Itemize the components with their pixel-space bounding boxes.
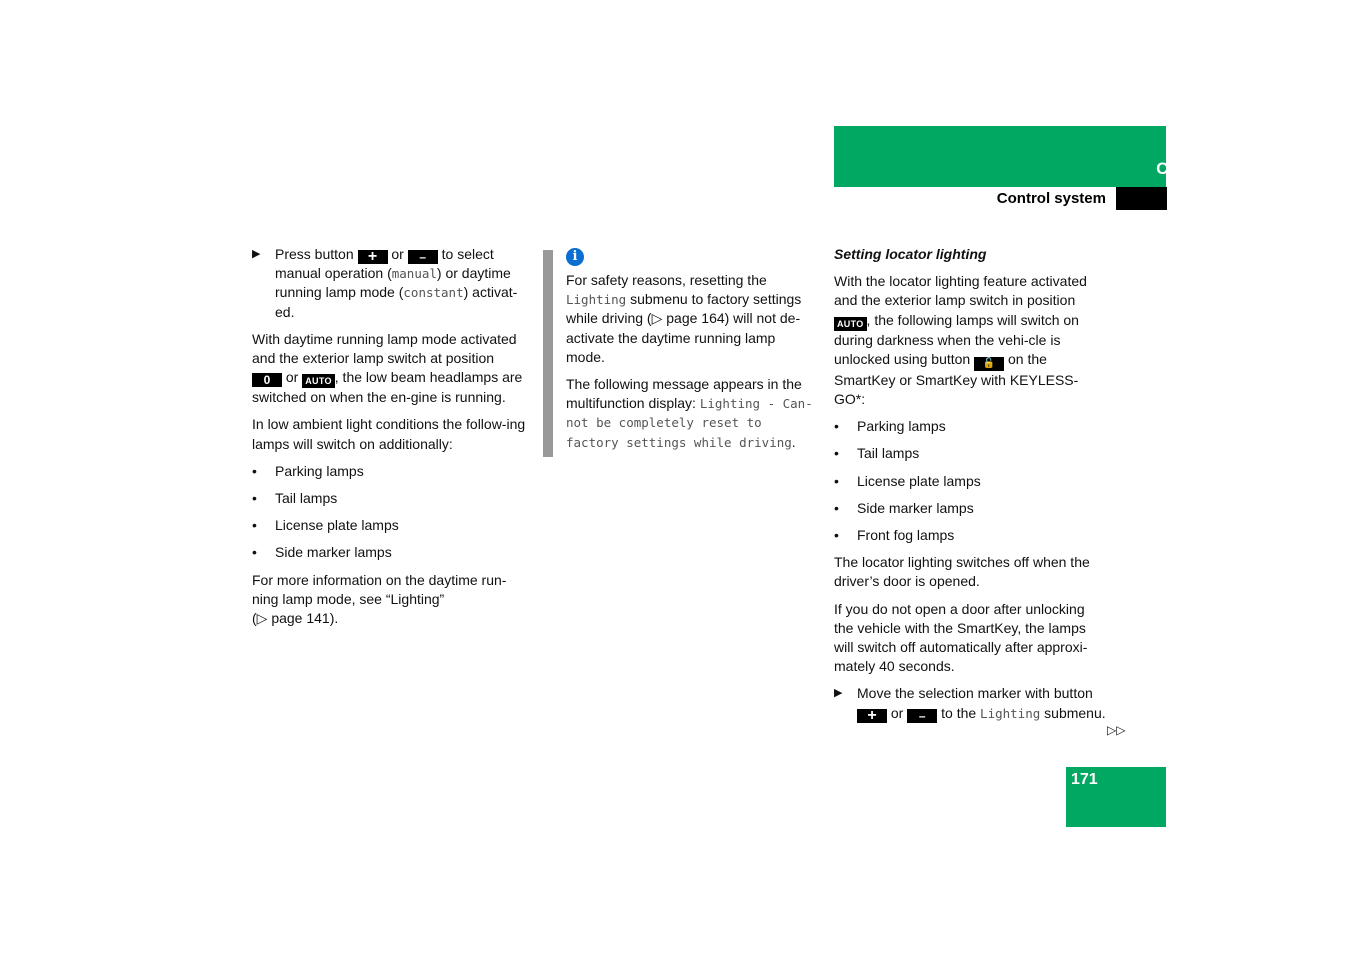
plus-button-icon: + bbox=[857, 709, 887, 723]
paragraph-auto-off: If you do not open a door after unlocking the vehicle with the SmartKey, the lamps will switch off automatically after approxi-mately 40 seconds. bbox=[834, 600, 1088, 675]
section-title: Control system bbox=[996, 190, 1106, 207]
continue-arrows-icon: ▷▷ bbox=[1107, 723, 1126, 737]
page-reference-link[interactable]: (▷ page 141). bbox=[252, 610, 339, 627]
paragraph-daytime-running: With daytime running lamp mode activated and the exterior lamp switch at position 0 or AUTO , the low beam headlamps are switched on when the en-gine is running. bbox=[252, 330, 523, 406]
list-item: • Parking lamps bbox=[252, 462, 364, 479]
display-text-lighting: Lighting bbox=[980, 705, 1041, 721]
chapter-title: Controls in detail bbox=[1156, 160, 1291, 178]
paragraph-locator-feature: With the locator lighting feature activated and the exterior lamp switch in position AUTO , the following lamps will switch on during darkness when the vehi-cle is unlocked using button 🔓 on the SmartKey or SmartKey with KEYLESS-GO*: bbox=[834, 273, 1087, 408]
step-arrow-icon: ▶ bbox=[252, 248, 261, 260]
list-item: • Front fog lamps bbox=[834, 527, 955, 544]
paragraph-door-opened: The locator lighting switches off when the driver’s door is opened. bbox=[834, 554, 1090, 590]
info-sidebar bbox=[543, 250, 553, 457]
display-message: Lighting - Can-not be completely reset to factory settings while driving bbox=[566, 396, 813, 450]
right-column bbox=[834, 245, 1106, 723]
info-paragraph-safety: For safety reasons, resetting the Lighting submenu to factory settings while driving (▷ page 164) will not de-activate the daytime running lamp mode. bbox=[566, 272, 802, 365]
minus-button-icon: – bbox=[408, 250, 438, 264]
display-text-manual: manual bbox=[391, 266, 437, 282]
minus-button-icon: – bbox=[907, 709, 937, 723]
list-item: • License plate lamps bbox=[834, 472, 981, 489]
list-item: • Side marker lamps bbox=[252, 544, 392, 561]
subheading-locator-lighting: Setting locator lighting bbox=[834, 246, 987, 262]
step-arrow-icon: ▶ bbox=[834, 687, 843, 700]
paragraph-ambient-light: In low ambient light conditions the follow-ing lamps will switch on additionally: bbox=[252, 416, 526, 452]
list-item: • License plate lamps bbox=[252, 517, 399, 534]
page-number: 171 bbox=[1071, 771, 1098, 788]
unlock-button-icon: 🔓 bbox=[974, 357, 1004, 371]
list-item: • Tail lamps bbox=[834, 445, 920, 462]
auto-position-icon: AUTO bbox=[302, 374, 335, 388]
info-paragraph-message: The following message appears in the multifunction display: Lighting - Can-not be completely reset to factory settings while driving. bbox=[566, 376, 813, 450]
auto-position-icon: AUTO bbox=[834, 317, 867, 331]
step-select-mode: ▶ Press button + or – to select manual operation (manual) or daytime running lamp mode (constant) activat-ed. bbox=[252, 246, 518, 320]
list-item: • Side marker lamps bbox=[834, 499, 974, 516]
paragraph-more-info: For more information on the daytime run-ning lamp mode, see “Lighting” (▷ page 141). bbox=[252, 571, 507, 627]
info-column bbox=[566, 271, 816, 452]
plus-button-icon: + bbox=[358, 250, 388, 264]
section-marker bbox=[1116, 187, 1167, 210]
list-item: • Tail lamps bbox=[252, 490, 338, 507]
list-item: • Parking lamps bbox=[834, 418, 946, 435]
left-column bbox=[252, 245, 527, 628]
info-icon: i bbox=[566, 248, 584, 266]
display-text-lighting: Lighting bbox=[566, 292, 627, 308]
zero-position-icon: 0 bbox=[252, 373, 282, 387]
display-text-constant: constant bbox=[403, 285, 464, 301]
step-move-marker: ▶ Move the selection marker with button + or – to the Lighting submenu. bbox=[834, 685, 1106, 724]
